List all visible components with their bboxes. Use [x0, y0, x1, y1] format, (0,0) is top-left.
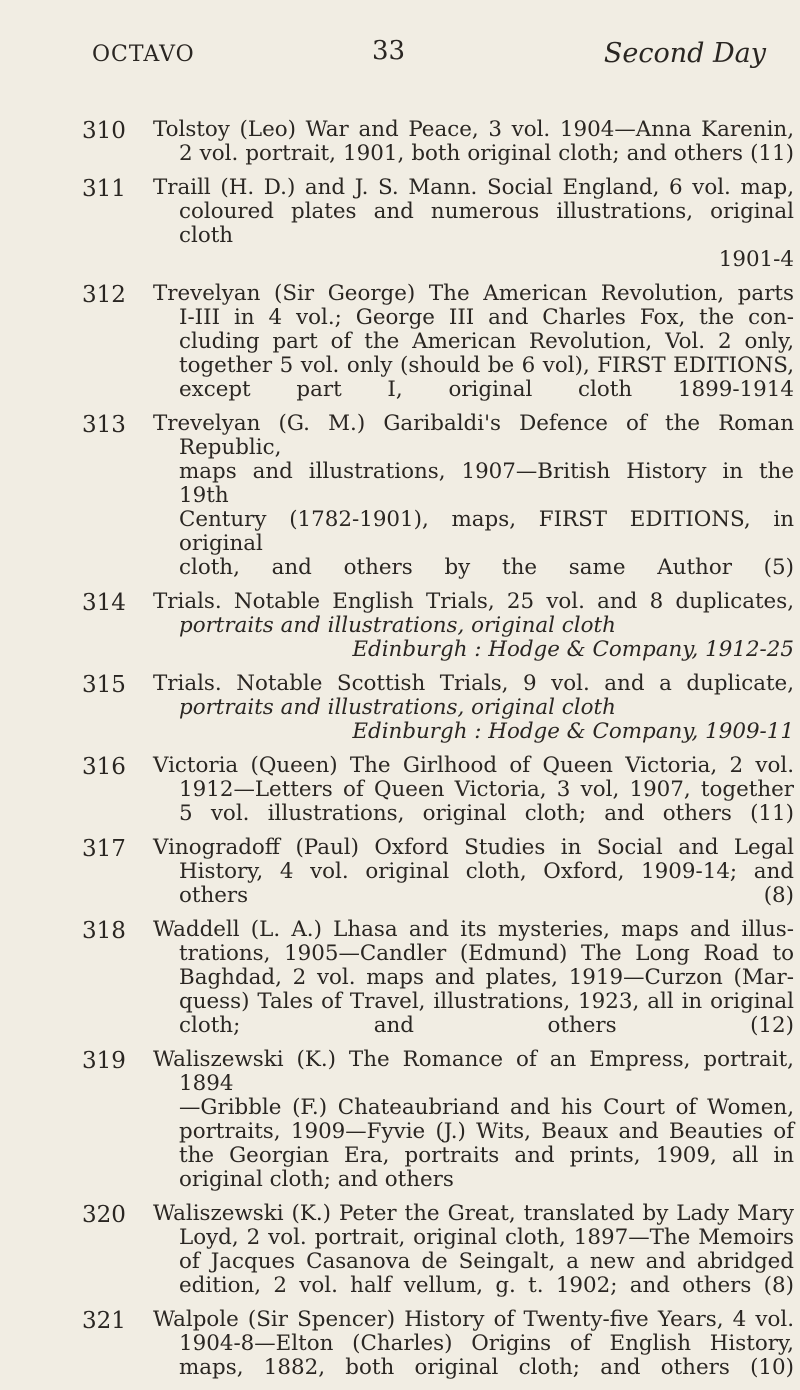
lot-description: [153, 176, 794, 272]
description-line: —Gribble (F.) Chateaubriand and his Court of Women,: [179, 1095, 794, 1120]
description-line: History, 4 vol. original cloth, Oxford, 1909-14; and: [179, 859, 794, 884]
page-number: 33: [372, 36, 406, 66]
description-line: Trials. Notable Scottish Trials, 9 vol. and a duplicate,: [153, 671, 794, 696]
description-line: Vinogradoff (Paul) Oxford Studies in Social and Legal: [153, 835, 794, 860]
description-line: Loyd, 2 vol. portrait, original cloth, 1897—The Memoirs: [179, 1225, 794, 1250]
lot-number: 315: [82, 672, 126, 698]
lot-description: [153, 1048, 794, 1192]
lot-number: 320: [82, 1202, 126, 1228]
lot-entry: [0, 412, 800, 580]
description-line: Century (1782-1901), maps, FIRST EDITIONS, in original: [179, 507, 794, 556]
lot-entry: [0, 1048, 800, 1192]
description-line: Waliszewski (K.) The Romance of an Empress, portrait, 1894: [153, 1047, 794, 1096]
lot-number: 316: [82, 754, 126, 780]
description-line: 1901-4: [718, 247, 794, 272]
description-line: portraits and illustrations, original cloth: [179, 695, 616, 720]
description-line: coloured plates and numerous illustrations, original cloth: [179, 199, 794, 248]
sale-day: Second Day: [603, 38, 766, 69]
description-line: cloth; and others (12): [179, 1013, 794, 1038]
description-line: Tolstoy (Leo) War and Peace, 3 vol. 1904—Anna Karenin,: [153, 117, 794, 142]
lot-number: 312: [82, 282, 126, 308]
lot-number: 317: [82, 836, 126, 862]
description-line: edition, 2 vol. half vellum, g. t. 1902; and others (8): [179, 1273, 794, 1298]
lot-entry: [0, 1308, 800, 1380]
description-line: Traill (H. D.) and J. S. Mann. Social England, 6 vol. map,: [153, 175, 794, 200]
lot-description: [153, 918, 794, 1038]
lot-list: [0, 118, 800, 1390]
description-line: 2 vol. portrait, 1901, both original cloth; and others (11): [179, 141, 794, 166]
description-line: Baghdad, 2 vol. maps and plates, 1919—Curzon (Mar-: [179, 965, 794, 990]
description-line: quess) Tales of Travel, illustrations, 1923, all in original: [179, 989, 794, 1014]
lot-number: 313: [82, 412, 126, 438]
description-line: Trevelyan (Sir George) The American Revolution, parts: [153, 281, 794, 306]
lot-entry: [0, 118, 800, 166]
lot-description: [153, 412, 794, 580]
description-line: Edinburgh : Hodge & Company, 1909-11: [352, 719, 794, 744]
description-line: portraits, 1909—Fyvie (J.) Wits, Beaux and Beauties of: [179, 1119, 794, 1144]
page-header: [0, 36, 800, 82]
description-line: Trevelyan (G. M.) Garibaldi's Defence of the Roman Republic,: [153, 411, 794, 460]
lot-number: 321: [82, 1308, 126, 1334]
description-line: Trials. Notable English Trials, 25 vol. and 8 duplicates,: [153, 589, 794, 614]
lot-description: [153, 282, 794, 402]
lot-number: 319: [82, 1048, 126, 1074]
description-line: maps, 1882, both original cloth; and others (10): [179, 1355, 794, 1380]
lot-entry: [0, 754, 800, 826]
lot-description: [153, 118, 794, 166]
description-line: the Georgian Era, portraits and prints, 1909, all in: [179, 1143, 794, 1168]
lot-number: 314: [82, 590, 126, 616]
description-line: 1912—Letters of Queen Victoria, 3 vol, 1907, together: [179, 777, 794, 802]
description-line: except part I, original cloth 1899-1914: [179, 377, 794, 402]
description-line: I-III in 4 vol.; George III and Charles Fox, the con-: [179, 305, 794, 330]
lot-description: [153, 1202, 794, 1298]
description-line: portraits and illustrations, original cloth: [179, 613, 616, 638]
description-line: trations, 1905—Candler (Edmund) The Long Road to: [179, 941, 794, 966]
lot-description: [153, 1308, 794, 1380]
description-line: cluding part of the American Revolution, Vol. 2 only,: [179, 329, 794, 354]
description-line: cloth, and others by the same Author (5): [179, 555, 794, 580]
description-line: others (8): [179, 883, 794, 908]
lot-number: 310: [82, 118, 126, 144]
lot-number: 311: [82, 176, 126, 202]
description-line: maps and illustrations, 1907—British History in the 19th: [179, 459, 794, 508]
description-line: 1904-8—Elton (Charles) Origins of English History,: [179, 1331, 794, 1356]
description-line: Walpole (Sir Spencer) History of Twenty-five Years, 4 vol.: [153, 1307, 794, 1332]
description-line: Victoria (Queen) The Girlhood of Queen Victoria, 2 vol.: [153, 753, 794, 778]
description-line: original cloth; and others: [179, 1167, 454, 1192]
lot-entry: [0, 590, 800, 662]
description-line: Waddell (L. A.) Lhasa and its mysteries, maps and illus-: [153, 917, 794, 942]
lot-description: [153, 836, 794, 908]
lot-entry: [0, 672, 800, 744]
description-line: 5 vol. illustrations, original cloth; and others (11): [179, 801, 794, 826]
lot-description: [153, 754, 794, 826]
description-line: Edinburgh : Hodge & Company, 1912-25: [352, 637, 794, 662]
description-line: of Jacques Casanova de Seingalt, a new and abridged: [179, 1249, 794, 1274]
lot-number: 318: [82, 918, 126, 944]
lot-entry: [0, 836, 800, 908]
section-label: OCTAVO: [92, 42, 195, 67]
lot-entry: [0, 282, 800, 402]
lot-entry: [0, 918, 800, 1038]
lot-entry: [0, 1202, 800, 1298]
lot-description: [153, 672, 794, 744]
lot-description: [153, 590, 794, 662]
description-line: together 5 vol. only (should be 6 vol), FIRST EDITIONS,: [179, 353, 794, 378]
description-line: Waliszewski (K.) Peter the Great, translated by Lady Mary: [153, 1201, 794, 1226]
lot-entry: [0, 176, 800, 272]
